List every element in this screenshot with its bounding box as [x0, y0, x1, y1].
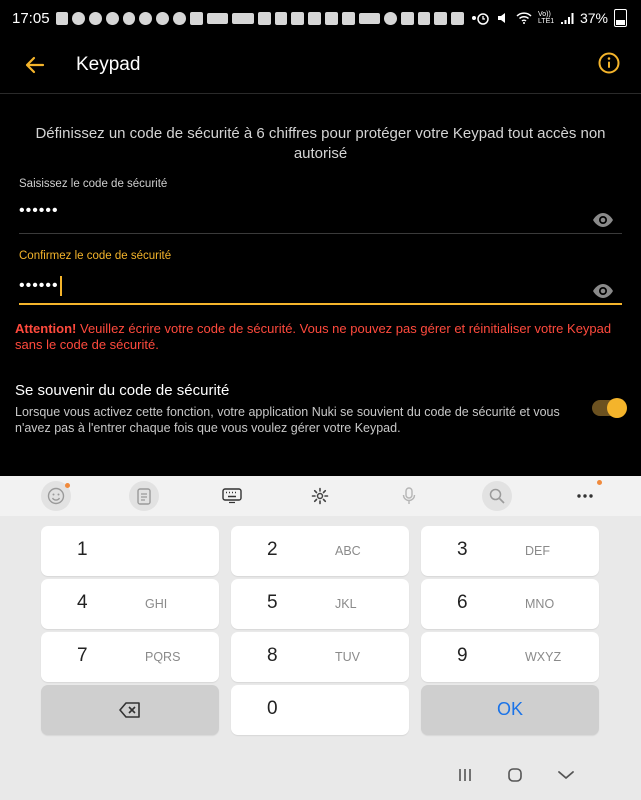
gear-icon	[311, 487, 329, 505]
signal-icon	[560, 11, 574, 25]
status-bar	[0, 0, 641, 36]
app-icon	[359, 13, 381, 24]
key-digit: 4	[77, 592, 88, 613]
back-button[interactable]	[20, 50, 50, 80]
security-code-label: Saisissez le code de sécurité	[19, 178, 168, 190]
key-letters: PQRS	[145, 650, 181, 664]
ok-label: OK	[496, 699, 523, 719]
system-navigation-bar	[0, 750, 641, 800]
key-0[interactable]	[231, 685, 409, 735]
system-icons	[476, 9, 627, 27]
main-content	[0, 94, 641, 435]
ebay-icon	[232, 13, 254, 24]
more-button[interactable]	[570, 481, 600, 511]
confirm-code-underline	[19, 303, 622, 305]
battery-icon	[614, 9, 627, 27]
key-letters: TUV	[335, 650, 360, 664]
app-icon	[72, 12, 85, 25]
tiktok-icon	[308, 12, 321, 25]
key-7[interactable]	[41, 632, 219, 682]
key-5[interactable]	[231, 579, 409, 629]
key-1[interactable]	[41, 526, 219, 576]
numeric-keyboard	[0, 516, 641, 800]
toggle-knob	[607, 398, 627, 418]
key-2[interactable]	[231, 526, 409, 576]
tiktok-icon	[325, 12, 338, 25]
snapchat-icon	[342, 12, 355, 25]
more-horizontal-icon	[576, 493, 594, 499]
status-time: 17:05	[12, 9, 50, 27]
info-button[interactable]	[597, 51, 621, 75]
settings-button[interactable]	[305, 481, 335, 511]
shopping-icon	[291, 12, 304, 25]
app-icon	[384, 12, 397, 25]
security-code-field[interactable]	[19, 178, 622, 224]
key-digit: 2	[267, 539, 278, 560]
key-letters: GHI	[145, 597, 168, 611]
warning-text: Veuillez écrire votre code de sécurité. Vous ne pouvez pas gérer et réinitialiser votre Keypad sans le code de sécurité.	[15, 321, 612, 352]
warning-message	[15, 321, 630, 353]
eye-icon[interactable]	[592, 283, 614, 299]
intro-text: Définissez un code de sécurité à 6 chiffres pour protéger votre Keypad tout accès non autorisé	[35, 125, 606, 162]
key-digit: 6	[457, 592, 468, 613]
key-3[interactable]	[421, 526, 599, 576]
emoji-button[interactable]	[41, 481, 71, 511]
notification-dot	[65, 483, 70, 488]
key-digit: 1	[77, 539, 88, 560]
key-digit: 3	[457, 539, 468, 560]
remember-code-toggle[interactable]	[592, 400, 624, 416]
remember-code-title: Se souvenir du code de sécurité	[15, 382, 230, 399]
key-digit: 5	[267, 592, 278, 613]
ok-key[interactable]	[421, 685, 599, 735]
app-icon	[418, 12, 431, 25]
home-icon[interactable]	[507, 767, 523, 783]
text-cursor	[60, 276, 62, 296]
confirm-code-label: Confirmez le code de sécurité	[19, 250, 172, 262]
recent-apps-icon[interactable]	[457, 767, 473, 783]
key-letters: ABC	[335, 544, 361, 558]
eye-icon[interactable]	[592, 212, 614, 228]
confirm-code-input[interactable]	[19, 276, 622, 296]
notification-dot	[597, 480, 602, 485]
star-icon	[156, 12, 169, 25]
keyboard-mode-button[interactable]	[217, 481, 247, 511]
security-code-input[interactable]: ••••••	[19, 202, 59, 219]
chrome-icon	[89, 12, 102, 25]
key-digit: 9	[457, 645, 468, 666]
app-icon	[434, 12, 447, 25]
key-digit: 7	[77, 645, 88, 666]
search-icon	[489, 488, 505, 504]
emoji-icon	[47, 487, 65, 505]
star-icon	[106, 12, 119, 25]
chrome-icon	[139, 12, 152, 25]
keyboard-icon	[222, 488, 242, 504]
confirm-code-field[interactable]	[19, 250, 622, 296]
app-icon	[258, 12, 271, 25]
key-letters: WXYZ	[525, 650, 562, 664]
key-6[interactable]	[421, 579, 599, 629]
network-label: Vo)) LTE1	[537, 11, 555, 25]
warning-prefix: Attention!	[15, 321, 77, 336]
clipboard-button[interactable]	[129, 481, 159, 511]
security-code-underline	[19, 233, 622, 234]
key-9[interactable]	[421, 632, 599, 682]
voice-input-button[interactable]	[394, 481, 424, 511]
app-bar	[0, 36, 641, 94]
linkedin-icon	[56, 12, 69, 25]
key-digit: 0	[267, 698, 278, 719]
remember-code-description: Lorsque vous activez cette fonction, votre application Nuki se souvient du code de sécurité et vous n'avez pas à l'entrer chaque fois que vous voulez gérer votre Keypad.	[15, 405, 560, 435]
r-app-icon	[173, 12, 186, 25]
keyboard-toolbar	[0, 476, 641, 516]
arrow-left-icon	[25, 56, 45, 74]
notification-icons	[56, 12, 476, 25]
clipboard-icon	[136, 487, 152, 505]
battery-percent: 37%	[579, 10, 608, 26]
backspace-icon	[119, 701, 141, 719]
key-letters: DEF	[525, 544, 550, 558]
ebay-icon	[207, 13, 229, 24]
page-title: Keypad	[76, 53, 141, 75]
wifi-icon	[516, 11, 532, 25]
confirm-code-value: ••••••	[19, 277, 59, 295]
microphone-icon	[402, 487, 416, 505]
backspace-key[interactable]	[41, 685, 219, 735]
alarm-icon	[476, 11, 490, 25]
key-digit: 8	[267, 645, 278, 666]
star-icon	[123, 12, 136, 25]
bmc-icon	[401, 12, 414, 25]
instagram-icon	[275, 12, 288, 25]
v-app-icon	[190, 12, 203, 25]
search-button[interactable]	[482, 481, 512, 511]
app-icon	[451, 12, 464, 25]
info-icon	[597, 51, 621, 75]
key-letters: MNO	[525, 597, 555, 611]
hide-keyboard-icon[interactable]	[557, 769, 575, 781]
key-4[interactable]	[41, 579, 219, 629]
key-letters: JKL	[335, 597, 357, 611]
key-8[interactable]	[231, 632, 409, 682]
mute-icon	[496, 11, 510, 25]
